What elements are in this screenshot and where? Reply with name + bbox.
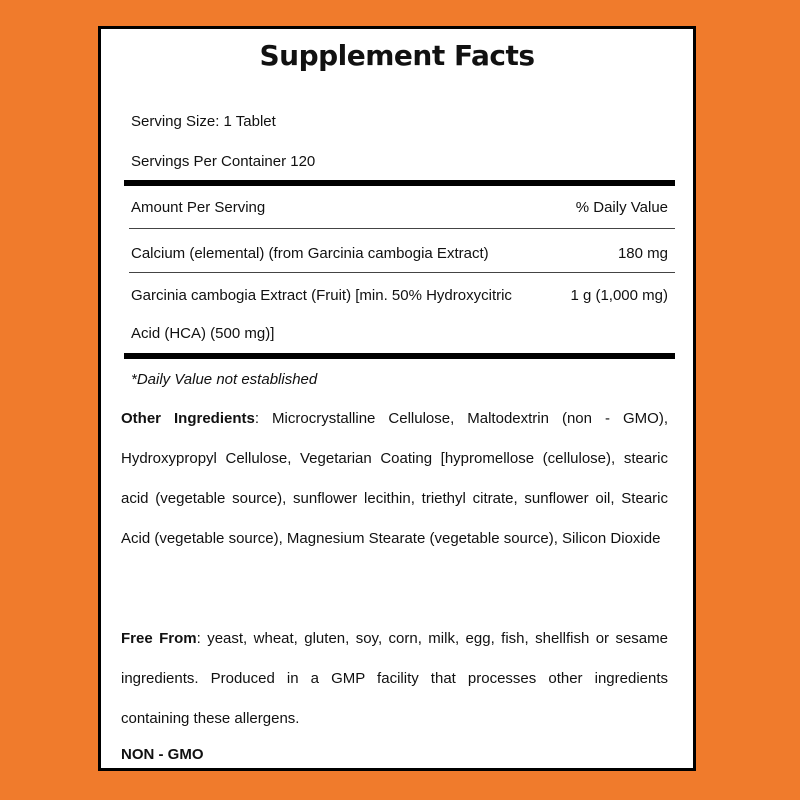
- footnote: *Daily Value not established: [131, 371, 318, 388]
- ingredient-amount: 1 g (1,000 mg): [570, 287, 668, 304]
- ingredient-row: [131, 244, 668, 264]
- servings-per-container: Servings Per Container 120: [131, 153, 316, 170]
- serving-size: Serving Size: 1 Tablet: [131, 113, 276, 130]
- other-ingredients-label: Other Ingredients: [121, 410, 255, 427]
- other-ingredients-text: : Microcrystalline Cellulose, Maltodextrin (non - GMO), Hydroxypropyl Cellulose, Vegetarian Coating [hypromellose (cellulose), stearic acid (vegetable source), sunflower lecithin, triethyl citrate, sunflower oil, Stearic Acid (vegetable source), Magnesium Stearate (vegetable source), Silicon Dioxide: [121, 410, 668, 547]
- thick-divider: [124, 353, 675, 359]
- supplement-facts-panel: [98, 26, 696, 771]
- ingredient-amount: 180 mg: [617, 245, 668, 262]
- ingredient-name: Calcium (elemental) (from Garcinia cambogia Extract): [131, 245, 489, 262]
- free-from-text: : yeast, wheat, gluten, soy, corn, milk, egg, fish, shellfish or sesame ingredients. Produced in a GMP facility that processes other ingredients containing these allergens.: [121, 630, 668, 727]
- thick-divider: [124, 180, 675, 186]
- daily-value-header: % Daily Value: [575, 199, 668, 216]
- thin-divider: [129, 228, 675, 229]
- ingredient-name-line2: Acid (HCA) (500 mg)]: [131, 325, 275, 342]
- amount-per-serving-header: Amount Per Serving: [131, 199, 266, 216]
- ingredient-name-line1: Garcinia cambogia Extract (Fruit) [min. 50% Hydroxycitric: [131, 287, 512, 304]
- free-from: [121, 619, 668, 739]
- ingredient-row: [131, 286, 668, 306]
- panel-title: Supplement Facts: [259, 39, 535, 72]
- thin-divider: [129, 272, 675, 273]
- column-header-row: [131, 198, 668, 218]
- non-gmo-label: NON - GMO: [121, 746, 204, 763]
- free-from-label: Free From: [121, 630, 197, 647]
- other-ingredients: [121, 399, 668, 559]
